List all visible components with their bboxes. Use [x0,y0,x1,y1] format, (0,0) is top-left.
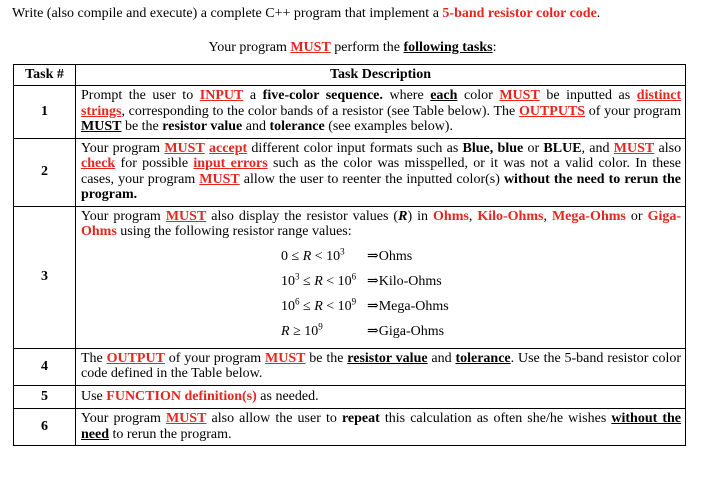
subtitle: Your program MUST perform the following tasks: [208,40,497,55]
task-table [13,64,686,446]
task-number: 2 [14,138,76,206]
table-row [14,138,686,206]
task-number: 6 [14,409,76,446]
table-row [14,409,686,446]
range-giga-ohms: $R \ge 10^9$ ⇒Giga-Ohms [281,320,445,339]
task-description: Use FUNCTION definition(s) as needed. [76,385,686,409]
range-kilo-ohms: $10^3 \le R < 10^6$ ⇒Kilo-Ohms [281,270,442,289]
header-task-description: Task Description [76,65,686,86]
task-number: 1 [14,86,76,139]
task-description: Your program MUST also display the resistor values (R) in Ohms, Kilo-Ohms, Mega-Ohms or Giga-Ohms using the following resistor range values: $0 \le R < 10^3$ ⇒Ohms $10^3 \le R < 10^6$ ⇒Kilo-Ohms $10^6 \le R < 10^9$ ⇒Mega-Ohms $R \ge 10^9$ ⇒Giga-Ohms [76,206,686,348]
header-task-number: Task # [14,65,76,86]
table-header-row [14,65,686,86]
task-number: 5 [14,385,76,409]
table-row [14,348,686,385]
task-number: 3 [14,206,76,348]
intro-text: Write (also compile and execute) a complete C++ program that implement a 5-band resistor color code. [12,6,601,21]
task-description: Your program MUST accept different color input formats such as Blue, blue or BLUE, and MUST also check for possible input errors such as the color was misspelled, or it was not a valid color. In these cases, your program MUST allow the user to reenter the inputted color(s) without the need to rerun the program. [76,138,686,206]
intro-highlight: 5-band resistor color code [442,6,597,21]
task-description: The OUTPUT of your program MUST be the resistor value and tolerance. Use the 5-band resistor color code defined in the Table below. [76,348,686,385]
range-ohms: $0 \le R < 10^3$ ⇒Ohms [281,245,413,264]
table-row [14,385,686,409]
task-description: Prompt the user to INPUT a five-color sequence. where each color MUST be inputted as distinct strings, corresponding to the color bands of a resistor (see Table below). The OUTPUTS of your program MUST be the resistor value and tolerance (see examples below). [76,86,686,139]
task-number: 4 [14,348,76,385]
task-description: Your program MUST also allow the user to repeat this calculation as often she/he wishes without the need to rerun the program. [76,409,686,446]
resistor-range-list [81,240,681,345]
table-row [14,206,686,348]
table-row [14,86,686,139]
range-mega-ohms: $10^6 \le R < 10^9$ ⇒Mega-Ohms [281,295,449,314]
